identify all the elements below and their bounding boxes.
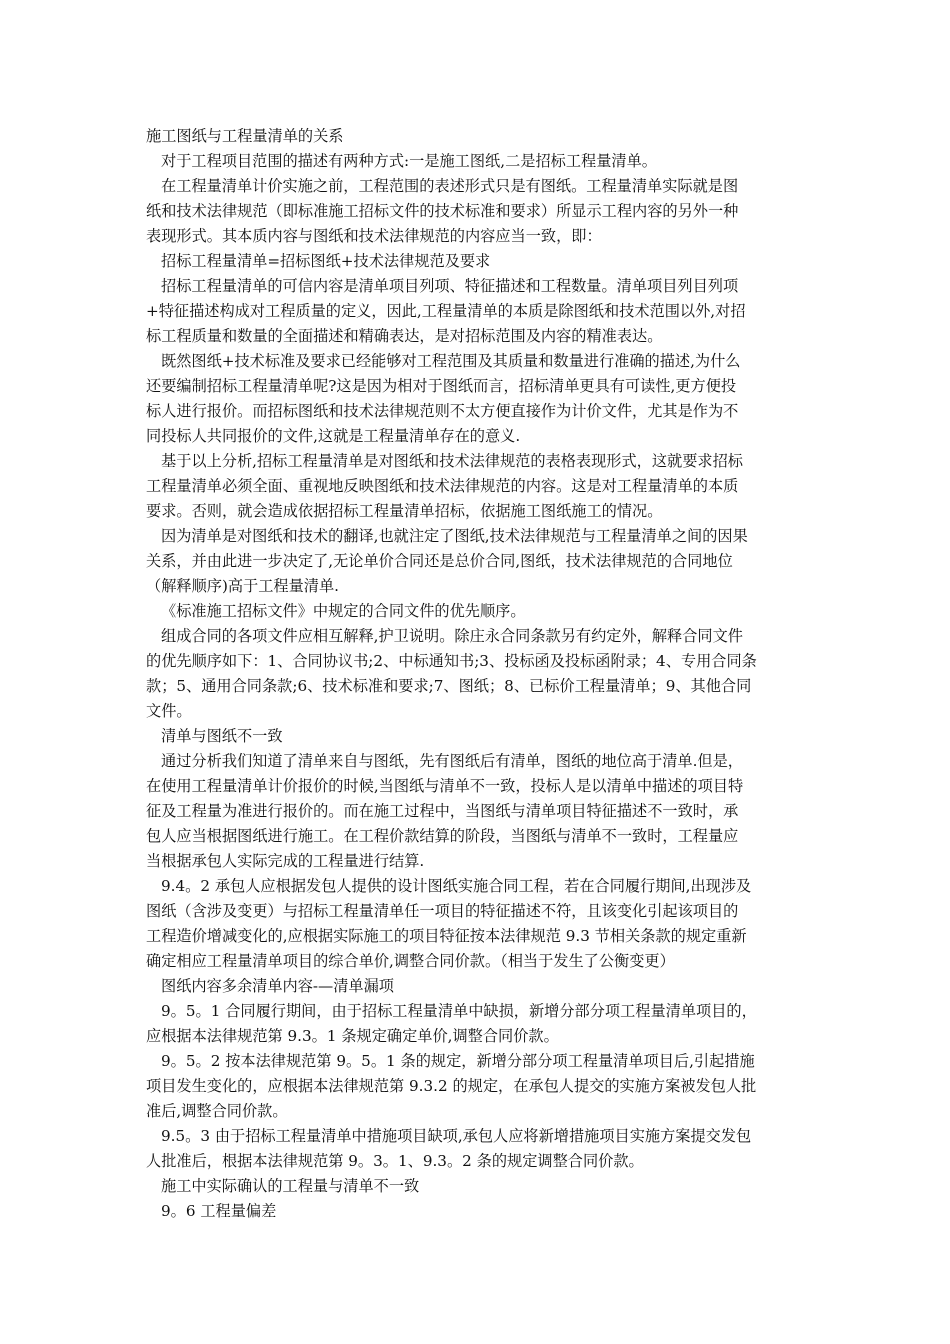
paragraph-line: 因为清单是对图纸和技术的翻译,也就注定了图纸,技术法律规范与工程量清单之间的因果 [161,527,748,545]
paragraph-line: 既然图纸+技术标准及要求已经能够对工程范围及其质量和数量进行准确的描述,为什么 [161,352,741,370]
section-heading: 施工中实际确认的工程量与清单不一致 [161,1177,420,1195]
paragraph-line: 确定相应工程量清单项目的综合单价,调整合同价款。（相当于发生了公衡变更） [146,952,675,970]
paragraph-line: 文件。 [146,702,192,720]
paragraph-line: 表现形式。其本质内容与图纸和技术法律规范的内容应当一致，即： [146,227,602,245]
paragraph-line: 组成合同的各项文件应相互解释,护卫说明。除庄永合同条款另有约定外，解释合同文件 [161,627,743,645]
paragraph-line: 款；5、通用合同条款;6、技术标准和要求;7、图纸；8、已标价工程量清单；9、其他合同 [146,677,752,695]
document-title: 施工图纸与工程量清单的关系 [146,127,344,145]
paragraph-line: 的优先顺序如下：1、合同协议书;2、中标通知书;3、投标函及投标函附录；4、专用合同条 [146,652,757,670]
section-heading: 图纸内容多余清单内容-—清单漏项 [161,977,394,995]
paragraph-line: 征及工程量为准进行报价的。而在施工过程中，当图纸与清单项目特征描述不一致时，承 [146,802,739,820]
paragraph-line: 还要编制招标工程量清单呢?这是因为相对于图纸而言，招标清单更具有可读性,更方便投 [146,377,737,395]
paragraph-line: 包人应当根据图纸进行施工。在工程价款结算的阶段，当图纸与清单不一致时，工程量应 [146,827,739,845]
paragraph-line: 工程量清单必须全面、重视地反映图纸和技术法律规范的内容。这是对工程量清单的本质 [146,477,739,495]
paragraph-line: 9。5。1 合同履行期间，由于招标工程量清单中缺损，新增分部分项工程量清单项目的， [161,1002,757,1020]
formula-line: 招标工程量清单=招标图纸+技术法律规范及要求 [161,252,491,270]
section-heading: 清单与图纸不一致 [161,727,283,745]
paragraph-line: 同投标人共同报价的文件,这就是工程量清单存在的意义. [146,427,521,445]
paragraph-line: 对于工程项目范围的描述有两种方式:一是施工图纸,二是招标工程量清单。 [161,152,657,170]
paragraph-line: 标人进行报价。而招标图纸和技术法律规范则不太方便直接作为计价文件，尤其是作为不 [146,402,739,420]
paragraph-line: 项目发生变化的，应根据本法律规范第 9.3.2 的规定，在承包人提交的实施方案被发包人批 [146,1077,757,1095]
paragraph-line: 准后,调整合同价款。 [146,1102,288,1120]
paragraph-line: 9.5。3 由于招标工程量清单中措施项目缺项,承包人应将新增措施项目实施方案提交发包 [161,1127,752,1145]
paragraph-line: 标工程质量和数量的全面描述和精确表达，是对招标范围及内容的精准表达。 [146,327,663,345]
paragraph-line: 图纸（含涉及变更）与招标工程量清单任一项目的特征描述不符，且该变化引起该项目的 [146,902,739,920]
paragraph-line: +特征描述构成对工程质量的定义，因此,工程量清单的本质是除图纸和技术范围以外,对招 [146,302,746,320]
paragraph-line: 要求。否则，就会造成依据招标工程量清单招标，依据施工图纸施工的情况。 [146,502,663,520]
paragraph-line: 通过分析我们知道了清单来自与图纸，先有图纸后有清单，图纸的地位高于清单.但是， [161,752,743,770]
paragraph-line: 当根据承包人实际完成的工程量进行结算. [146,852,425,870]
paragraph-line: 应根据本法律规范第 9.3。1 条规定确定单价,调整合同价款。 [146,1027,559,1045]
paragraph-line: 在使用工程量清单计价报价的时候,当图纸与清单不一致，投标人是以清单中描述的项目特 [146,777,744,795]
paragraph-line: 9。5。2 按本法律规范第 9。5。1 条的规定，新增分部分项工程量清单项目后,引起措施 [161,1052,755,1070]
section-heading: 9。6 工程量偏差 [161,1202,277,1220]
paragraph-line: 在工程量清单计价实施之前，工程范围的表述形式只是有图纸。工程量清单实际就是图 [161,177,739,195]
paragraph-line: 关系，并由此进一步决定了,无论单价合同还是总价合同,图纸，技术法律规范的合同地位 [146,552,733,570]
paragraph-line: （解释顺序)高于工程量清单. [146,577,340,595]
paragraph-line: 纸和技术法律规范（即标准施工招标文件的技术标准和要求）所显示工程内容的另外一种 [146,202,739,220]
paragraph-line: 人批准后，根据本法律规范第 9。3。1、9.3。2 条的规定调整合同价款。 [146,1152,644,1170]
document-body [146,124,808,1224]
paragraph-line: 《标准施工招标文件》中规定的合同文件的优先顺序。 [161,602,526,620]
paragraph-line: 工程造价增减变化的,应根据实际施工的项目特征按本法律规范 9.3 节相关条款的规定重新 [146,927,747,945]
paragraph-line: 9.4。2 承包人应根据发包人提供的设计图纸实施合同工程，若在合同履行期间,出现涉及 [161,877,752,895]
paragraph-line: 招标工程量清单的可信内容是清单项目列项、特征描述和工程数量。清单项目列目列项 [161,277,739,295]
paragraph-line: 基于以上分析,招标工程量清单是对图纸和技术法律规范的表格表现形式，这就要求招标 [161,452,743,470]
